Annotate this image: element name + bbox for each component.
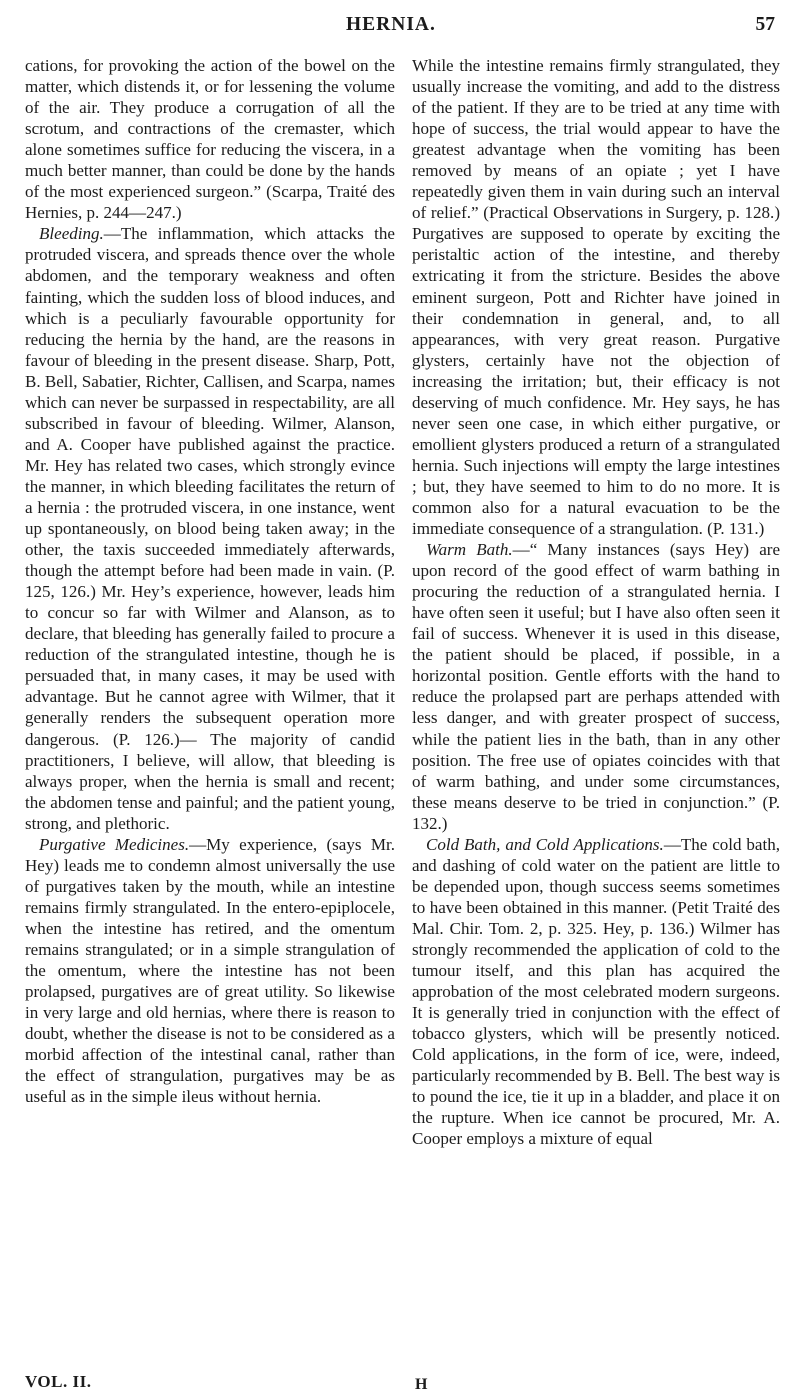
running-head-title: HERNIA. — [346, 14, 436, 35]
signature-mark: H — [415, 1376, 428, 1393]
paragraph-bleeding — [25, 223, 395, 833]
paragraph-text: —My experience, (says Mr. Hey) leads me to condemn almost universally the use of purgatives taken by the mouth, while an intestine remains firmly strangulated. In the entero-epiplocele, when the intestine has retired, and the omentum remains strangulated; or in a simple strangulation of the omentum, where the intestine has not been prolapsed, purgatives are of great utility. So likewise in very large and old hernias, where there is reason to doubt, whether the disease is not to be considered as a morbid affection of the intestinal canal, rather than the effect of strangulation, purgatives may be as useful as in the simple ileus without hernia. — [25, 834, 395, 1107]
paragraph-cold-bath — [412, 834, 780, 1150]
running-head — [0, 14, 801, 44]
paragraph-text: —The cold bath, and dashing of cold water on the patient are little to be depended upon, though success seems sometimes to have been obtained in this manner. (Petit Traité des Mal. Chir. Tom. 2, p. 325. Hey, p. 136.) Wilmer has strongly recommended the application of cold to the tumour itself, and this plan has acquired the approbation of the most celebrated modern surgeons. It is generally tried in conjunction with the effect of tobacco glysters, which will be presently noticed. Cold applications, in the form of ice, were, indeed, particularly recommended by B. Bell. The best way is to pound the ice, tie it up in a bladder, and place it on the rupture. When ice cannot be procured, Mr. A. Cooper employs a mixture of equal — [412, 834, 780, 1149]
section-heading: Cold Bath, and Cold Applications. — [426, 834, 664, 854]
paragraph-warm-bath — [412, 539, 780, 834]
section-heading: Purgative Medicines. — [39, 834, 190, 854]
right-column — [412, 55, 780, 1375]
section-heading: Bleeding. — [39, 224, 104, 244]
paragraph-text: cations, for provoking the action of the bowel on the matter, which distends it, or for lessening the volume of the air. They produce a corrugation of all the scrotum, and contractions of the cremaster, which alone sometimes suffice for reducing the viscera, in a much better manner, than could be done by the hands of the most experienced surgeon.” (Scarpa, Traité des Hernies, p. 244—247.) — [25, 56, 395, 223]
paragraph-text: —“ Many instances (says Hey) are upon record of the good effect of warm bathing in procuring the reduction of a strangulated hernia. I have often seen it useful; but I have also often seen it fail of success. Whenever it is used in this disease, the patient should be placed, if possible, in a horizontal position. Gentle efforts with the hand to reduce the prolapsed part are perhaps attended with less danger, and with greater prospect of success, while the patient lies in the bath, than in any other position. The free use of opiates coincides with that of warm bathing, and under some circumstances, these means deserve to be tried in conjunction.” (P. 132.) — [412, 540, 780, 833]
paragraph-purgative-medicines — [25, 834, 395, 1108]
volume-label: VOL. II. — [25, 1372, 92, 1391]
section-heading: Warm Bath. — [426, 540, 513, 560]
page-number: 57 — [755, 14, 775, 35]
paragraph-text: While the intestine remains firmly strangulated, they usually increase the vomiting, and add to the distress of the patient. If they are to be tried at any time with hope of success, the trial would appear to have the greatest advantage when the vomiting has been removed by means of an opiate ; yet I have repeatedly given them in vain during such an interval of relief.” (Practical Observations in Surgery, p. 128.) Purgatives are supposed to operate by exciting the peristaltic action of the intestine, and thereby extricating it from the stricture. Besides the above eminent surgeon, Pott and Richter have joined in their condemnation in general, and, to all appearances, with very great reason. Purgative glysters, certainly have not the objection of increasing the irritation; but, their efficacy is not deserving of much confidence. Mr. Hey says, he has never seen one case, in which either purgative, or emollient glysters produced a return of a strangulated hernia. Such injections will empty the large intestines ; but, they have seemed to him to do no more. It is common also for a natural evacuation to be the immediate consequence of a strangulation. (P. 131.) — [412, 56, 780, 539]
paragraph-text: —The inflammation, which attacks the protruded viscera, and spreads thence over the whole abdomen, and the temporary weakness and often fainting, which the sudden loss of blood induces, and which is a peculiarly favourable opportunity for reducing the hernia by the hand, are the reasons in favour of bleeding in the present disease. Sharp, Pott, B. Bell, Sabatier, Richter, Callisen, and Scarpa, names which can never be surpassed in respectability, are all subscribed in favour of bleeding. Wilmer, Alanson, and A. Cooper have published against the practice. Mr. Hey has related two cases, which strongly evince the manner, in which bleeding facilitates the return of a hernia : the protruded viscera, in one instance, went up spontaneously, on blood being taken away; in the other, the taxis succeeded immediately afterwards, though the attempt before had been made in vain. (P. 125, 126.) Mr. Hey’s experience, however, leads him to concur so far with Wilmer and Alanson, as to declare, that bleeding has generally failed to procure a reduction of the strangulated intestine, though he is persuaded that, in many cases, it may be used with advantage. But he cannot agree with Wilmer, that it generally renders the subsequent operation more dangerous. (P. 126.)— The majority of candid practitioners, I believe, will allow, that bleeding is always proper, when the hernia is small and recent; the abdomen tense and painful; and the patient young, strong, and plethoric. — [25, 224, 395, 833]
paragraph-continuation — [412, 55, 780, 539]
left-column — [25, 55, 395, 1375]
paragraph-continuation — [25, 55, 395, 223]
